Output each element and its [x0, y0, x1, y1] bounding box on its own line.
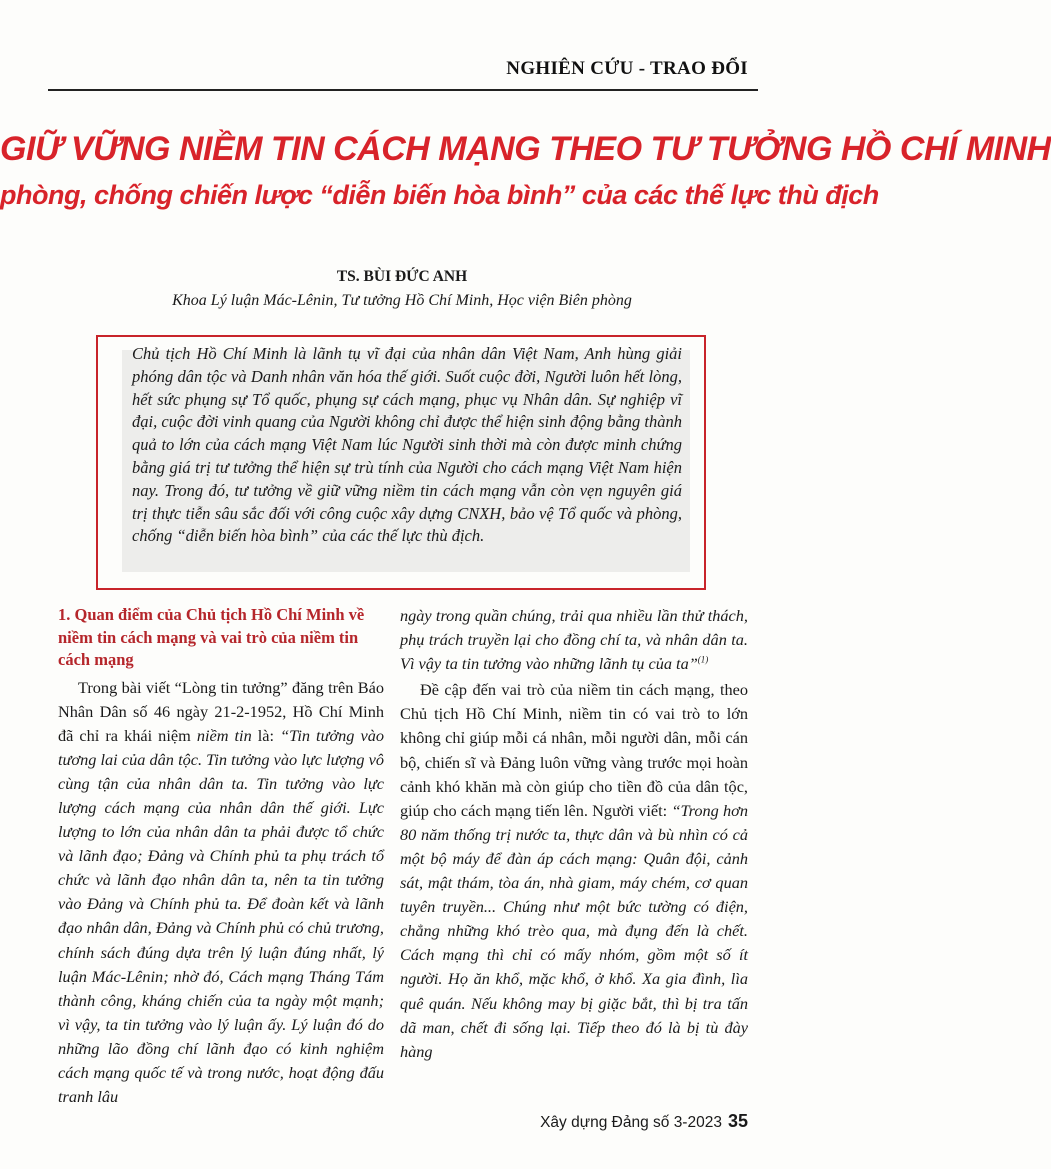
quote2-text: “Trong hơn 80 năm thống trị nước ta, thực dân và bù nhìn có cả một bộ máy để đàn áp cách mạng: Quân đội, cảnh sát, mật thám, tòa án, nhà giam, máy chém, cơ quan tuyên truyền... Chúng như một bức tường có điện, chẳng những khó trèo qua, mà đụng đến là chết. Cách mạng thì chỉ có mấy nhóm, gồm một số ít người. Họ ăn khổ, mặc khổ, ở khổ. Xa gia đình, lìa quê quán. Nếu không may bị giặc bắt, thì bị tra tấn dã man, chết đi sống lại. Tiếp theo đó là bị tù đày hàng — [400, 800, 748, 1061]
article-subtitle: phòng, chống chiến lược “diễn biến hòa bình” của các thế lực thù địch — [0, 180, 879, 210]
article-title: GIỮ VỮNG NIỀM TIN CÁCH MẠNG THEO TƯ TƯỞNG HỒ CHÍ MINH — [0, 130, 1051, 168]
journal-name: Xây dựng Đảng số 3-2023 — [540, 1114, 722, 1131]
header-rule — [48, 89, 758, 91]
right-paragraph — [400, 678, 748, 1064]
left-paragraph — [58, 676, 384, 1110]
intro-tail: là: — [251, 725, 281, 745]
intro-text: Trong bài viết “Lòng tin tưởng” đăng trên Báo Nhân Dân số 46 ngày 21-2-1952, Hồ Chí Minh đã chỉ ra khái niệm — [58, 677, 384, 745]
abstract-text: Chủ tịch Hồ Chí Minh là lãnh tụ vĩ đại của nhân dân Việt Nam, Anh hùng giải phóng dân tộc và Danh nhân văn hóa thế giới. Suốt cuộc đời, Người luôn hết lòng, hết sức phụng sự Tổ quốc, phụng sự cách mạng, phục vụ Nhân dân. Sự nghiệp vĩ đại, cuộc đời vinh quang của Người không chỉ được thể hiện sinh động bằng thành quả to lớn của cách mạng Việt Nam lúc Người sinh thời mà còn được minh chứng bằng giá trị tư tưởng thể hiện sự trù tính của Người cho cách mạng Việt Nam hiện nay. Trong đó, tư tưởng về giữ vững niềm tin cách mạng vẫn còn vẹn nguyên giá trị thực tiễn sâu sắc đối với công cuộc xây dựng CNXH, bảo vệ Tổ quốc và phòng, chống “diễn biến hòa bình” của các thế lực thù địch. — [132, 344, 682, 546]
quote-continuation-text: ngày trong quần chúng, trải qua nhiều lần thử thách, phụ trách truyền lại cho đồng chí ta, và nhân dân ta. Vì vậy ta tin tưởng vào những lãnh tụ của ta” — [400, 606, 748, 674]
intro-term: niềm tin — [196, 725, 252, 745]
page-footer — [540, 1111, 748, 1132]
author-affiliation: Khoa Lý luận Mác-Lênin, Tư tưởng Hồ Chí Minh, Học viện Biên phòng — [172, 292, 632, 309]
right-column — [400, 604, 748, 1064]
section-header: NGHIÊN CỨU - TRAO ĐỔI — [506, 58, 748, 79]
footnote-ref: (1) — [697, 654, 709, 665]
page-number: 35 — [727, 1111, 748, 1131]
paragraph-text: Đề cập đến vai trò của niềm tin cách mạng, theo Chủ tịch Hồ Chí Minh, niềm tin có vai trò to lớn không chỉ giúp mỗi cá nhân, mỗi người dân, mỗi cán bộ, chiến sĩ và Đảng luôn vững vàng trước mọi hoàn cảnh khó khăn mà còn giúp cho tiền đồ của dân tộc, giúp cho cách mạng tiến lên. Người viết: — [400, 680, 748, 820]
section-heading: 1. Quan điểm của Chủ tịch Hồ Chí Minh về niềm tin cách mạng và vai trò của niềm tin cách mạng — [58, 605, 365, 669]
author-name: TS. BÙI ĐỨC ANH — [336, 268, 468, 285]
quote-text: “Tin tưởng vào tương lai của dân tộc. Tin tưởng vào lực lượng vô cùng tận của nhân dân ta. Tin tưởng vào lực lượng cách mạng của nhân dân thế giới. Lực lượng to lớn của nhân dân ta phải được tổ chức và lãnh đạo; Đảng và Chính phủ ta phụ trách tổ chức và lãnh đạo nhân dân ta, nên ta tin tưởng vào Đảng và Chính phủ ta. Để đoàn kết và lãnh đạo nhân dân, Đảng và Chính phủ có chủ trương, chính sách đúng dựa trên lý luận đúng nhất, lý luận Mác-Lênin; nhờ đó, Cách mạng Tháng Tám thành công, kháng chiến của ta ngày một mạnh; vì vậy, ta tin tưởng vào lý luận ấy. Lý luận đó do những lão đồng chí lãnh đạo có kinh nghiệm cách mạng quốc tế và trong nước, hoạt động đấu tranh lâu — [58, 725, 385, 1107]
quote-continuation — [400, 604, 748, 676]
left-column — [58, 604, 384, 1109]
